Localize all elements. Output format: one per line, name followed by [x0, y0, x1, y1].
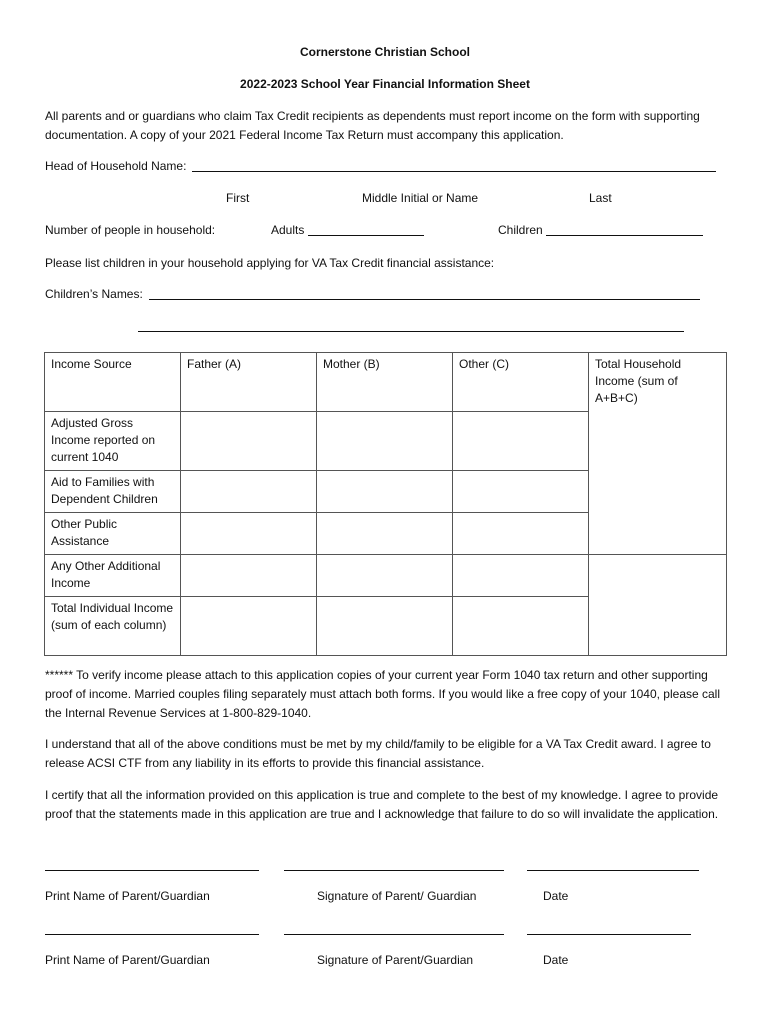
- cell-father-additional[interactable]: [181, 555, 317, 597]
- cell-father-public[interactable]: [181, 513, 317, 555]
- children-label: Children: [498, 223, 543, 237]
- adults-label: Adults: [271, 223, 305, 237]
- date-label-2: Date: [543, 953, 569, 967]
- children-instruction: Please list children in your household applying for VA Tax Credit financial assistance:: [45, 256, 495, 270]
- head-of-household-field[interactable]: [192, 171, 716, 172]
- children-names-field-2[interactable]: [138, 331, 684, 332]
- cell-father-total[interactable]: [181, 597, 317, 656]
- cell-father-agi[interactable]: [181, 412, 317, 471]
- row-label-additional-income: Any Other Additional Income: [45, 555, 181, 597]
- cell-mother-additional[interactable]: [317, 555, 453, 597]
- row-label-public-assistance: Other Public Assistance: [45, 513, 181, 555]
- print-name-field-1[interactable]: [45, 870, 259, 871]
- middle-name-label: Middle Initial or Name: [362, 191, 479, 205]
- children-field[interactable]: [546, 235, 703, 236]
- head-of-household-label: Head of Household Name:: [45, 159, 187, 173]
- cell-other-agi[interactable]: [453, 412, 589, 471]
- cell-mother-aid[interactable]: [317, 471, 453, 513]
- children-names-label: Children’s Names:: [45, 287, 143, 301]
- signature-field-1[interactable]: [284, 870, 504, 871]
- row-label-agi: Adjusted Gross Income reported on current 1040: [45, 412, 181, 471]
- header-other: Other (C): [453, 353, 589, 412]
- cell-mother-agi[interactable]: [317, 412, 453, 471]
- date-label-1: Date: [543, 889, 569, 903]
- school-name: Cornerstone Christian School: [299, 45, 471, 59]
- header-father: Father (A): [181, 353, 317, 412]
- income-table: [44, 352, 727, 656]
- header-mother: Mother (B): [317, 353, 453, 412]
- verify-income-note: ****** To verify income please attach to this application copies of your current year Form 1040 tax return and other supporting proof of income. Married couples filing separately must attach both forms. If you would like a free copy of your 1040, please call the Internal Revenue Services at 1-800-829-1040.: [45, 668, 721, 720]
- header-total-household: Total Household Income (sum of A+B+C): [589, 353, 727, 555]
- cell-mother-total[interactable]: [317, 597, 453, 656]
- header-income-source: Income Source: [45, 353, 181, 412]
- cell-other-aid[interactable]: [453, 471, 589, 513]
- certify-statement: I certify that all the information provided on this application is true and complete to the best of my knowledge. I agree to provide proof that the statements made in this application are true and I acknowledge that failure to do so will invalidate the application.: [45, 788, 719, 821]
- row-label-aid-families: Aid to Families with Dependent Children: [45, 471, 181, 513]
- date-field-1[interactable]: [527, 870, 699, 871]
- cell-other-additional[interactable]: [453, 555, 589, 597]
- table-header-row: [45, 353, 727, 412]
- intro-paragraph: All parents and or guardians who claim Tax Credit recipients as dependents must report income on the form with supporting documentation. A copy of your 2021 Federal Income Tax Return must accompany this application.: [45, 109, 700, 142]
- first-name-label: First: [226, 191, 250, 205]
- print-name-label-2: Print Name of Parent/Guardian: [45, 953, 210, 967]
- cell-mother-public[interactable]: [317, 513, 453, 555]
- form-title: 2022-2023 School Year Financial Information Sheet: [240, 77, 530, 91]
- last-name-label: Last: [589, 191, 612, 205]
- table-row: [45, 555, 727, 597]
- cell-total-household[interactable]: [589, 555, 727, 656]
- understand-statement: I understand that all of the above conditions must be met by my child/family to be eligible for a VA Tax Credit award. I agree to release ACSI CTF from any liability in its efforts to provide this financial assistance.: [45, 737, 711, 770]
- date-field-2[interactable]: [527, 934, 691, 935]
- row-label-total-individual: Total Individual Income (sum of each column): [45, 597, 181, 656]
- signature-label-1: Signature of Parent/ Guardian: [317, 889, 477, 903]
- household-count-label: Number of people in household:: [45, 223, 216, 237]
- print-name-label-1: Print Name of Parent/Guardian: [45, 889, 210, 903]
- signature-field-2[interactable]: [284, 934, 504, 935]
- children-names-field[interactable]: [149, 299, 700, 300]
- adults-field[interactable]: [308, 235, 424, 236]
- cell-father-aid[interactable]: [181, 471, 317, 513]
- print-name-field-2[interactable]: [45, 934, 259, 935]
- cell-other-public[interactable]: [453, 513, 589, 555]
- cell-other-total[interactable]: [453, 597, 589, 656]
- signature-label-2: Signature of Parent/Guardian: [317, 953, 474, 967]
